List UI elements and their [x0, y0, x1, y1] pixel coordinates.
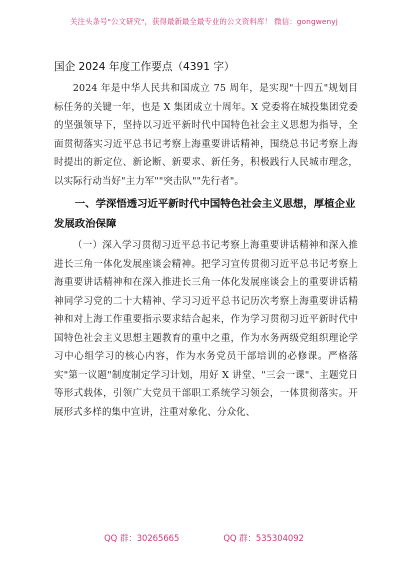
top-promo-banner: 关注头条号"公文研究"，获得最新最全最专业的公文资料库！ 微信：gongwenyj — [70, 17, 338, 26]
qq-group-1: QQ 群：30265665 — [104, 533, 180, 543]
intro-paragraph: 2024 年是中华人民共和国成立 75 周年，是实现"十四五"规划目标任务的关键一年，也是 X 集团成立十周年。X 党委将在城投集团党委的坚强领导下，坚持以习近平新时代中国特色社会主义思想为指导，全面贯彻落实习近平总书记考察上海重要讲话精神，围绕总书记考察上海时提出的新定位、新论断、新要求、新任务，积极践行人民城市理念，以实际行动当好"主力军""突击队""先行者"。 — [54, 83, 358, 187]
footer-qq-groups — [0, 532, 408, 544]
document-title: 国企 2024 年度工作要点（4391 字） — [54, 61, 235, 73]
section-1-paragraph-1: （一）深入学习贯彻习近平总书记考察上海重要讲话精神和深入推进长三角一体化发展座谈会精神。把学习宣传贯彻习近平总书记考察上海重要讲话精神和在深入推进长三角一体化发展座谈会上的重要讲话精神同学习党的二十大精神、学习习近平总书记历次考察上海重要讲话精神和对上海工作重要指示要求结合起来，作为学习贯彻习近平新时代中国特色社会主义思想主题教育的重中之重，作为水务两级党组织理论学习中心组学习的核心内容，作为水务党员干部培训的必修课。严格落实"第一议题"制度制定学习计划，用好 X 讲堂、"三会一课"、主题党日等形式载体，引领广大党员干部职工系统学习领会，一体贯彻落实。开展形式多样的集中宣讲，注重对象化、分众化、 — [54, 240, 358, 418]
qq-group-2: QQ 群：535304092 — [223, 533, 304, 543]
section-heading-1: 一、学深悟透习近平新时代中国特色社会主义思想，厚植企业发展政治保障 — [54, 198, 356, 230]
document-page — [54, 56, 358, 422]
